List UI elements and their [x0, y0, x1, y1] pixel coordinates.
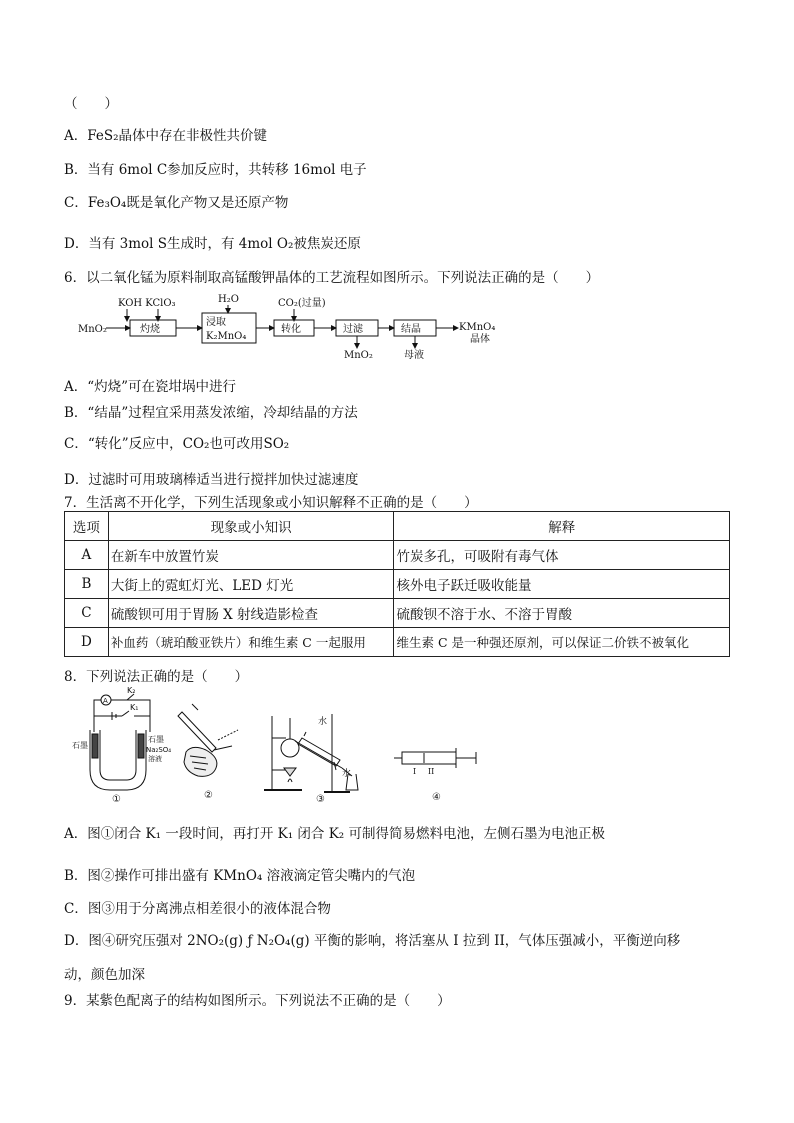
table-row: [65, 541, 730, 570]
fig3-label-water-out: 水: [342, 769, 352, 779]
flow-reagent2: H₂O: [218, 294, 239, 305]
fig4-label-i: I: [413, 767, 417, 776]
q5-option-a: A．FeS₂晶体中存在非极性共价键: [64, 128, 268, 144]
table-header-row: [65, 512, 730, 541]
flow-box-crystallize: 结晶: [401, 324, 421, 335]
q9-stem: 9．某紫色配离子的结构如图所示。下列说法不正确的是（ ）: [64, 993, 451, 1009]
row-option: B: [65, 570, 109, 599]
flow-product-sub: 晶体: [470, 334, 490, 345]
header-phenomenon: 现象或小知识: [108, 512, 394, 541]
fig4-number: ④: [432, 792, 441, 803]
q8-option-b: B．图②操作可排出盛有 KMnO₄ 溶液滴定管尖嘴内的气泡: [64, 868, 416, 884]
q8-option-d-line2: 动，颜色加深: [64, 967, 145, 983]
row-phenomenon: 补血药（琥珀酸亚铁片）和维生素 C 一起服用: [108, 628, 394, 657]
q5-option-b: B．当有 6mol C参加反应时，共转移 16mol 电子: [64, 162, 367, 178]
figure-1-electrolysis-cell: [72, 686, 172, 805]
flow-box-filter: 过滤: [343, 324, 363, 335]
q8-option-c: C．图③用于分离沸点相差很小的液体混合物: [64, 901, 331, 917]
fig1-label-ammeter: A: [103, 697, 108, 705]
flow-box-convert: 转化: [281, 324, 301, 335]
fig1-label-k2: K₂: [127, 686, 136, 695]
flow-box-leach: 浸取: [206, 317, 226, 328]
table-row: [65, 628, 730, 657]
fig3-number: ③: [316, 794, 325, 805]
row-option: C: [65, 599, 109, 628]
q7-stem: 7．生活离不开化学，下列生活现象或小知识解释不正确的是（ ）: [64, 495, 478, 511]
header-explanation: 解释: [394, 512, 730, 541]
q6-option-c: C．“转化”反应中，CO₂也可改用SO₂: [64, 436, 290, 452]
figure-3-distillation-apparatus: [262, 708, 374, 805]
flow-box-leach-product: K₂MnO₄: [206, 331, 247, 342]
fig3-label-water-in: 水: [318, 717, 328, 727]
fig1-label-k1: K₁: [130, 703, 139, 712]
row-explanation: 维生素 C 是一种强还原剂，可以保证二价铁不被氧化: [394, 628, 730, 657]
flow-filter-output: MnO₂: [344, 350, 373, 361]
table-row: [65, 599, 730, 628]
q5-option-d: D．当有 3mol S生成时，有 4mol O₂被焦炭还原: [64, 236, 361, 252]
fig2-number: ②: [204, 790, 213, 801]
fig1-label-graphite-right: 石墨: [148, 735, 164, 744]
q6-option-d: D．过滤时可用玻璃棒适当进行搅拌加快过滤速度: [64, 472, 359, 488]
q6-option-a: A．“灼烧”可在瓷坩埚中进行: [64, 379, 237, 395]
q8-option-d-line1: D．图④研究压强对 2NO₂(g) ƒ N₂O₄(g) 平衡的影响，将活塞从 I 拉到 II，气体压强减小，平衡逆向移: [64, 933, 681, 949]
row-option: D: [65, 628, 109, 657]
fig4-label-ii: II: [428, 767, 435, 776]
table-row: [65, 570, 730, 599]
flow-start: MnO₂: [78, 324, 107, 335]
row-phenomenon: 在新车中放置竹炭: [108, 541, 394, 570]
q5-option-c: C．Fe₃O₄既是氧化产物又是还原产物: [64, 195, 289, 211]
row-explanation: 核外电子跃迁吸收能量: [394, 570, 730, 599]
q8-option-a: A．图①闭合 K₁ 一段时间，再打开 K₁ 闭合 K₂ 可制得简易燃料电池，左侧石墨为电池正极: [64, 826, 605, 842]
q8-stem: 8．下列说法正确的是（ ）: [64, 669, 249, 685]
header-option: 选项: [65, 512, 109, 541]
fig1-label-solution-2: 溶液: [148, 755, 162, 763]
flow-crystallize-output: 母液: [404, 350, 424, 361]
fig1-label-graphite-left: 石墨: [72, 741, 88, 750]
flow-reagent3: CO₂(过量): [278, 298, 326, 309]
q6-option-b: B．“结晶”过程宜采用蒸发浓缩，冷却结晶的方法: [64, 405, 358, 421]
row-option: A: [65, 541, 109, 570]
figure-4-syringe: [394, 744, 486, 805]
flow-reagent1: KOH KClO₃: [118, 298, 176, 309]
row-explanation: 竹炭多孔，可吸附有毒气体: [394, 541, 730, 570]
flow-box-burn: 灼烧: [140, 324, 160, 335]
figure-2-burette-operation: [172, 700, 252, 805]
flow-product: KMnO₄: [459, 322, 496, 333]
q5-paren: （ ）: [64, 96, 118, 112]
q7-table: [64, 511, 730, 657]
q6-stem: 6．以二氧化锰为原料制取高锰酸钾晶体的工艺流程如图所示。下列说法正确的是（ ）: [64, 270, 600, 286]
row-explanation: 硫酸钡不溶于水、不溶于胃酸: [394, 599, 730, 628]
fig1-label-solution: Na₂SO₄: [146, 746, 172, 754]
row-phenomenon: 大街上的霓虹灯光、LED 灯光: [108, 570, 394, 599]
row-phenomenon: 硫酸钡可用于胃肠 X 射线造影检查: [108, 599, 394, 628]
fig1-number: ①: [112, 794, 121, 805]
process-flow-diagram: [78, 291, 518, 361]
